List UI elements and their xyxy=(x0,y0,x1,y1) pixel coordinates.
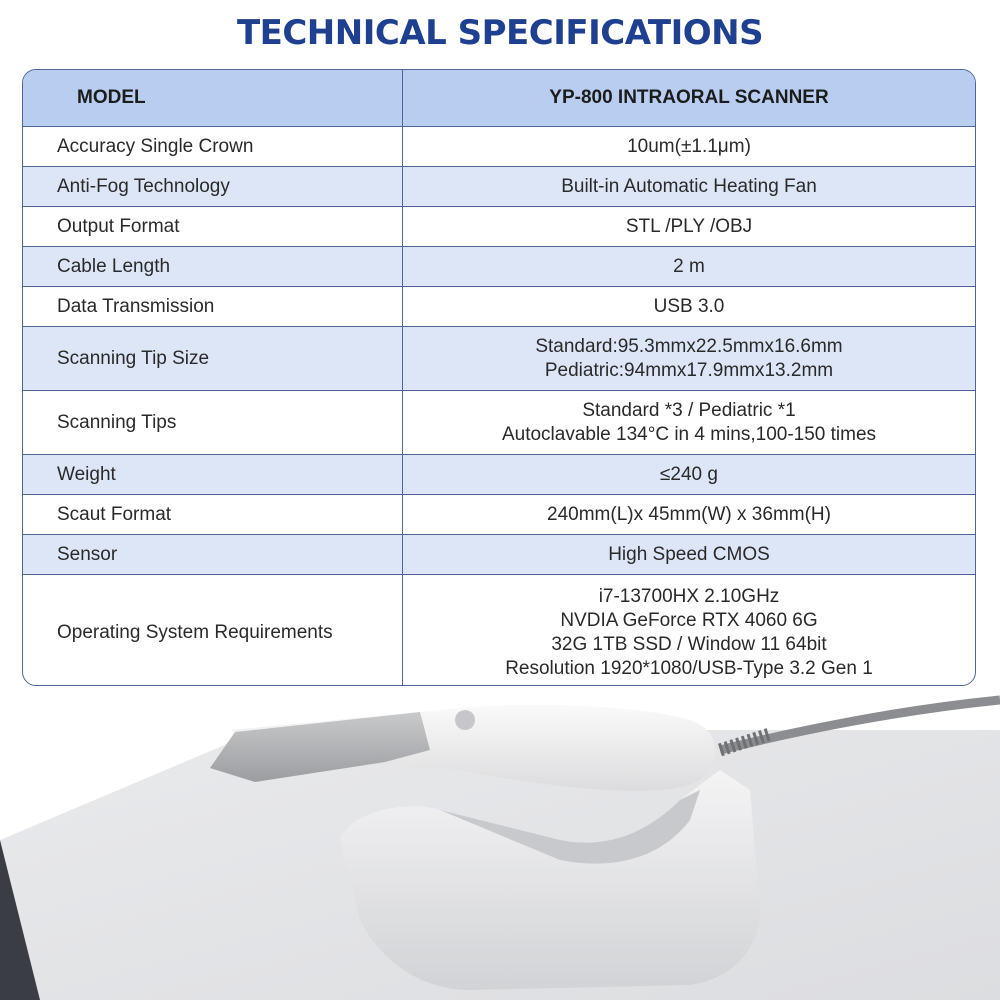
spec-value xyxy=(403,391,975,454)
spec-label: Output Format xyxy=(23,207,403,246)
table-row xyxy=(23,575,975,686)
table-row xyxy=(23,455,975,495)
table-row xyxy=(23,287,975,327)
spec-value xyxy=(403,327,975,390)
spec-value xyxy=(403,167,975,206)
spec-label: Scanning Tip Size xyxy=(23,327,403,390)
spec-value xyxy=(403,207,975,246)
spec-value-line: NVDIA GeForce RTX 4060 6G xyxy=(560,609,818,631)
spec-label: Sensor xyxy=(23,535,403,574)
spec-value-line: Resolution 1920*1080/USB-Type 3.2 Gen 1 xyxy=(505,657,873,679)
spec-value-line: Standard:95.3mmx22.5mmx16.6mm xyxy=(535,335,843,357)
spec-value-line: 240mm(L)x 45mm(W) x 36mm(H) xyxy=(547,503,831,525)
spec-value xyxy=(403,455,975,494)
spec-value xyxy=(403,575,975,686)
table-row xyxy=(23,127,975,167)
spec-label: Operating System Requirements xyxy=(23,575,403,686)
spec-value-line: Built-in Automatic Heating Fan xyxy=(561,175,817,197)
scan-button xyxy=(455,710,475,730)
spec-value xyxy=(403,127,975,166)
spec-label: Scaut Format xyxy=(23,495,403,534)
table-row xyxy=(23,391,975,455)
spec-value xyxy=(403,535,975,574)
spec-value-line: STL /PLY /OBJ xyxy=(625,215,753,237)
table-row xyxy=(23,535,975,575)
spec-value-line: 2 m xyxy=(673,255,705,277)
spec-value xyxy=(403,247,975,286)
table-row xyxy=(23,247,975,287)
table-row xyxy=(23,207,975,247)
spec-value-line: Autoclavable 134°C in 4 mins,100-150 times xyxy=(501,423,877,445)
spec-label: Weight xyxy=(23,455,403,494)
spec-label: Cable Length xyxy=(23,247,403,286)
spec-value-line: USB 3.0 xyxy=(653,295,725,317)
header-label: MODEL xyxy=(23,70,403,126)
table-row xyxy=(23,495,975,535)
spec-value-line: High Speed CMOS xyxy=(608,543,770,565)
spec-table xyxy=(22,69,976,686)
scanner-photo xyxy=(0,690,1000,1000)
page-title: TECHNICAL SPECIFICATIONS xyxy=(236,13,764,53)
spec-label: Scanning Tips xyxy=(23,391,403,454)
spec-label: Data Transmission xyxy=(23,287,403,326)
header-value: YP-800 INTRAORAL SCANNER xyxy=(549,87,829,108)
spec-value-line: Standard *3 / Pediatric *1 xyxy=(582,399,796,421)
table-row xyxy=(23,167,975,207)
spec-value-line: i7-13700HX 2.10GHz xyxy=(598,585,780,607)
spec-value xyxy=(403,287,975,326)
spec-value-line: ≤240 g xyxy=(660,463,718,485)
spec-value-line: 32G 1TB SSD / Window 11 64bit xyxy=(551,633,827,655)
table-header-row xyxy=(23,70,975,127)
spec-value-line: Pediatric:94mmx17.9mmx13.2mm xyxy=(544,359,834,381)
spec-label: Accuracy Single Crown xyxy=(23,127,403,166)
spec-value xyxy=(403,495,975,534)
spec-value-line: 10um(±1.1μm) xyxy=(627,135,751,157)
spec-label: Anti-Fog Technology xyxy=(23,167,403,206)
table-row xyxy=(23,327,975,391)
